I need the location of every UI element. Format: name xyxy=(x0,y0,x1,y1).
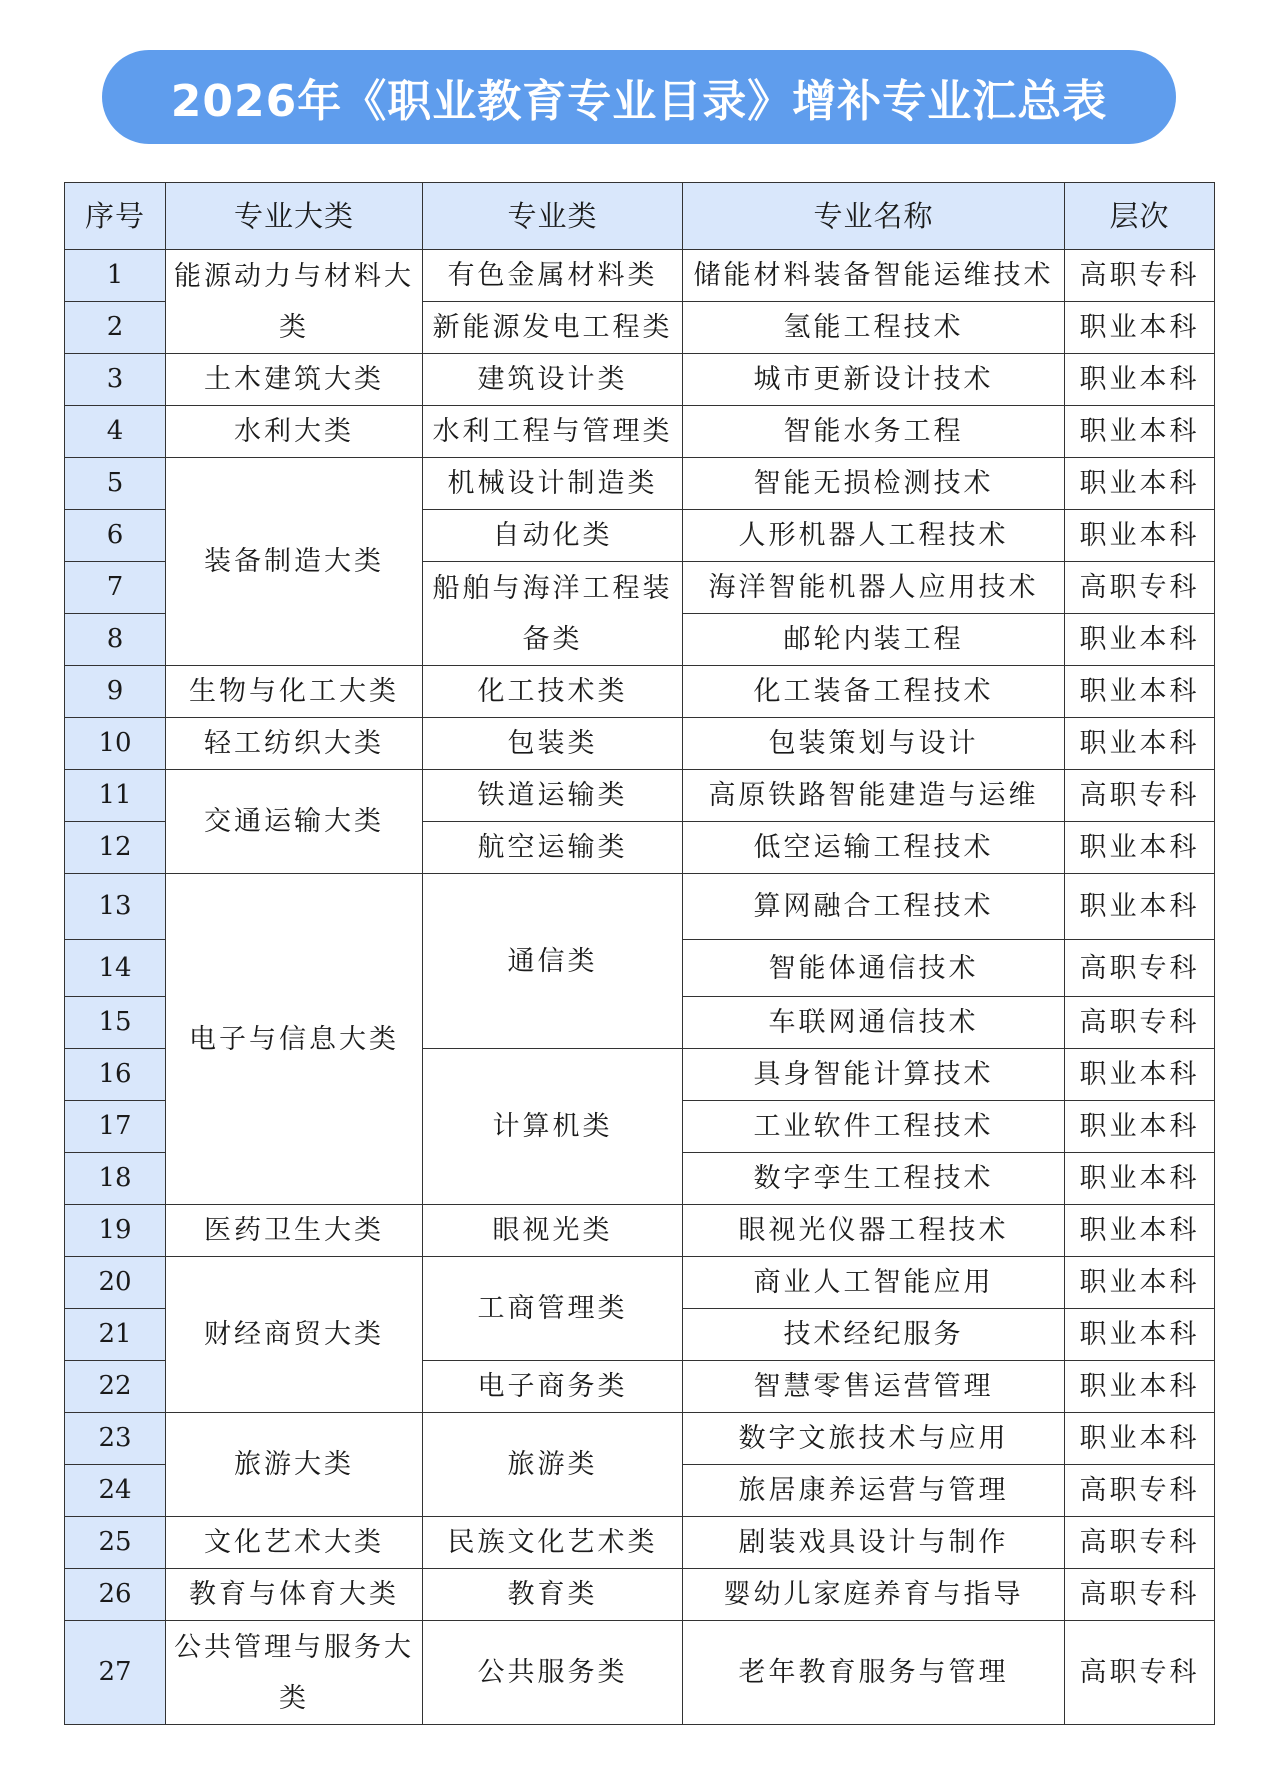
table-row xyxy=(65,406,1215,458)
class-cell: 水利工程与管理类 xyxy=(423,406,683,458)
level-cell: 职业本科 xyxy=(1065,1257,1215,1309)
table-row xyxy=(65,1569,1215,1621)
major-cell: 数字文旅技术与应用 xyxy=(683,1413,1065,1465)
major-cell: 海洋智能机器人应用技术 xyxy=(683,562,1065,614)
header-class: 专业类 xyxy=(423,183,683,250)
major-cell: 旅居康养运营与管理 xyxy=(683,1465,1065,1517)
seq-cell: 15 xyxy=(65,997,166,1049)
seq-cell: 18 xyxy=(65,1153,166,1205)
category-cell: 装备制造大类 xyxy=(166,458,423,666)
seq-cell: 21 xyxy=(65,1309,166,1361)
class-cell: 化工技术类 xyxy=(423,666,683,718)
major-cell: 商业人工智能应用 xyxy=(683,1257,1065,1309)
major-cell: 剧装戏具设计与制作 xyxy=(683,1517,1065,1569)
major-cell: 老年教育服务与管理 xyxy=(683,1621,1065,1725)
level-cell: 职业本科 xyxy=(1065,874,1215,940)
major-cell: 数字孪生工程技术 xyxy=(683,1153,1065,1205)
page-title: 2026年《职业教育专业目录》增补专业汇总表 xyxy=(170,76,1108,127)
level-cell: 职业本科 xyxy=(1065,406,1215,458)
class-cell: 航空运输类 xyxy=(423,822,683,874)
major-cell: 化工装备工程技术 xyxy=(683,666,1065,718)
level-cell: 高职专科 xyxy=(1065,1465,1215,1517)
category-cell: 文化艺术大类 xyxy=(166,1517,423,1569)
seq-cell: 2 xyxy=(65,302,166,354)
seq-cell: 9 xyxy=(65,666,166,718)
seq-cell: 3 xyxy=(65,354,166,406)
class-cell: 民族文化艺术类 xyxy=(423,1517,683,1569)
table-row xyxy=(65,1257,1215,1309)
seq-cell: 4 xyxy=(65,406,166,458)
category-cell: 财经商贸大类 xyxy=(166,1257,423,1413)
table-row xyxy=(65,874,1215,940)
major-cell: 低空运输工程技术 xyxy=(683,822,1065,874)
level-cell: 职业本科 xyxy=(1065,1205,1215,1257)
category-cell: 轻工纺织大类 xyxy=(166,718,423,770)
seq-cell: 22 xyxy=(65,1361,166,1413)
table-row xyxy=(65,1621,1215,1725)
major-cell: 智能无损检测技术 xyxy=(683,458,1065,510)
major-cell: 车联网通信技术 xyxy=(683,997,1065,1049)
level-cell: 职业本科 xyxy=(1065,354,1215,406)
level-cell: 职业本科 xyxy=(1065,458,1215,510)
category-cell: 生物与化工大类 xyxy=(166,666,423,718)
level-cell: 高职专科 xyxy=(1065,997,1215,1049)
seq-cell: 19 xyxy=(65,1205,166,1257)
seq-cell: 24 xyxy=(65,1465,166,1517)
seq-cell: 7 xyxy=(65,562,166,614)
major-cell: 智能水务工程 xyxy=(683,406,1065,458)
seq-cell: 12 xyxy=(65,822,166,874)
major-cell: 技术经纪服务 xyxy=(683,1309,1065,1361)
category-cell: 能源动力与材料大类 xyxy=(166,250,423,354)
level-cell: 高职专科 xyxy=(1065,1517,1215,1569)
class-cell: 旅游类 xyxy=(423,1413,683,1517)
major-catalog-table xyxy=(64,182,1215,1725)
table-row xyxy=(65,458,1215,510)
seq-cell: 1 xyxy=(65,250,166,302)
level-cell: 职业本科 xyxy=(1065,1101,1215,1153)
category-cell: 交通运输大类 xyxy=(166,770,423,874)
seq-cell: 13 xyxy=(65,874,166,940)
major-cell: 算网融合工程技术 xyxy=(683,874,1065,940)
major-cell: 包装策划与设计 xyxy=(683,718,1065,770)
seq-cell: 27 xyxy=(65,1621,166,1725)
seq-cell: 6 xyxy=(65,510,166,562)
major-cell: 城市更新设计技术 xyxy=(683,354,1065,406)
major-cell: 人形机器人工程技术 xyxy=(683,510,1065,562)
seq-cell: 5 xyxy=(65,458,166,510)
seq-cell: 23 xyxy=(65,1413,166,1465)
level-cell: 职业本科 xyxy=(1065,666,1215,718)
level-cell: 高职专科 xyxy=(1065,940,1215,997)
seq-cell: 25 xyxy=(65,1517,166,1569)
category-cell: 公共管理与服务大类 xyxy=(166,1621,423,1725)
header-major: 专业名称 xyxy=(683,183,1065,250)
level-cell: 职业本科 xyxy=(1065,1413,1215,1465)
class-cell: 包装类 xyxy=(423,718,683,770)
class-cell: 工商管理类 xyxy=(423,1257,683,1361)
class-cell: 铁道运输类 xyxy=(423,770,683,822)
level-cell: 高职专科 xyxy=(1065,770,1215,822)
table-row xyxy=(65,1205,1215,1257)
header-seq: 序号 xyxy=(65,183,166,250)
level-cell: 高职专科 xyxy=(1065,1621,1215,1725)
table-row xyxy=(65,354,1215,406)
major-cell: 工业软件工程技术 xyxy=(683,1101,1065,1153)
class-cell: 自动化类 xyxy=(423,510,683,562)
seq-cell: 16 xyxy=(65,1049,166,1101)
major-cell: 高原铁路智能建造与运维 xyxy=(683,770,1065,822)
major-cell: 婴幼儿家庭养育与指导 xyxy=(683,1569,1065,1621)
major-cell: 眼视光仪器工程技术 xyxy=(683,1205,1065,1257)
major-cell: 储能材料装备智能运维技术 xyxy=(683,250,1065,302)
class-cell: 电子商务类 xyxy=(423,1361,683,1413)
category-cell: 教育与体育大类 xyxy=(166,1569,423,1621)
level-cell: 职业本科 xyxy=(1065,718,1215,770)
seq-cell: 17 xyxy=(65,1101,166,1153)
level-cell: 职业本科 xyxy=(1065,822,1215,874)
category-cell: 水利大类 xyxy=(166,406,423,458)
level-cell: 高职专科 xyxy=(1065,1569,1215,1621)
class-cell: 有色金属材料类 xyxy=(423,250,683,302)
level-cell: 职业本科 xyxy=(1065,302,1215,354)
class-cell: 通信类 xyxy=(423,874,683,1049)
level-cell: 职业本科 xyxy=(1065,1049,1215,1101)
seq-cell: 14 xyxy=(65,940,166,997)
level-cell: 职业本科 xyxy=(1065,1153,1215,1205)
level-cell: 职业本科 xyxy=(1065,614,1215,666)
level-cell: 职业本科 xyxy=(1065,1309,1215,1361)
table-header-row xyxy=(65,183,1215,250)
table-row xyxy=(65,770,1215,822)
class-cell: 船舶与海洋工程装备类 xyxy=(423,562,683,666)
level-cell: 高职专科 xyxy=(1065,250,1215,302)
table-row xyxy=(65,250,1215,302)
table-row xyxy=(65,666,1215,718)
table-row xyxy=(65,1517,1215,1569)
class-cell: 建筑设计类 xyxy=(423,354,683,406)
header-level: 层次 xyxy=(1065,183,1215,250)
seq-cell: 8 xyxy=(65,614,166,666)
class-cell: 计算机类 xyxy=(423,1049,683,1205)
level-cell: 高职专科 xyxy=(1065,562,1215,614)
seq-cell: 10 xyxy=(65,718,166,770)
seq-cell: 26 xyxy=(65,1569,166,1621)
seq-cell: 20 xyxy=(65,1257,166,1309)
category-cell: 电子与信息大类 xyxy=(166,874,423,1205)
major-cell: 邮轮内装工程 xyxy=(683,614,1065,666)
level-cell: 职业本科 xyxy=(1065,1361,1215,1413)
class-cell: 新能源发电工程类 xyxy=(423,302,683,354)
header-category: 专业大类 xyxy=(166,183,423,250)
level-cell: 职业本科 xyxy=(1065,510,1215,562)
class-cell: 机械设计制造类 xyxy=(423,458,683,510)
table-row xyxy=(65,718,1215,770)
major-cell: 氢能工程技术 xyxy=(683,302,1065,354)
class-cell: 公共服务类 xyxy=(423,1621,683,1725)
class-cell: 教育类 xyxy=(423,1569,683,1621)
seq-cell: 11 xyxy=(65,770,166,822)
category-cell: 旅游大类 xyxy=(166,1413,423,1517)
category-cell: 医药卫生大类 xyxy=(166,1205,423,1257)
title-banner xyxy=(102,50,1176,144)
category-cell: 土木建筑大类 xyxy=(166,354,423,406)
class-cell: 眼视光类 xyxy=(423,1205,683,1257)
table-row xyxy=(65,1413,1215,1465)
major-cell: 智慧零售运营管理 xyxy=(683,1361,1065,1413)
major-cell: 具身智能计算技术 xyxy=(683,1049,1065,1101)
major-cell: 智能体通信技术 xyxy=(683,940,1065,997)
